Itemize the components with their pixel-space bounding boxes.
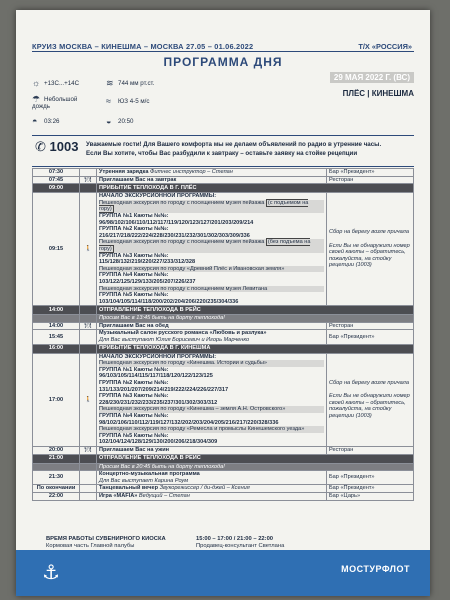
program-city: ПЛЁС | КИНЕШМА xyxy=(342,89,414,98)
reception-phone: ✆ 1003 xyxy=(35,139,79,154)
weather-temp: ☼ +13С...+14С xyxy=(32,78,80,88)
program-date: 29 МАЯ 2022 Г. (ВС) xyxy=(330,72,414,83)
walking-tour-icon: 🚶 xyxy=(80,353,97,446)
wind-icon: ≈ xyxy=(106,96,111,106)
brand-name: МОСТУРФЛОТ xyxy=(341,564,410,574)
sunset-icon: ◒ xyxy=(106,116,112,126)
weather-condition: ☂ Небольшой дождь xyxy=(32,94,78,111)
table-row: 09:15 🚶 НАЧАЛО ЭКСКУРСИОННОЙ ПРОГРАММЫ: Пешеходная экскурсия по городу с посещением музея пейзажа (с подъемом на гору) ГРУППА №1 Каюты №№: 96/98/102/106/110/112/117/119/120/123/127/201/203/209/214 ГРУППА №2 Каюты №№: 216/217/218/222/224/228/230/231/232/301/302/303/309/336 Пешеходная экскурсия по городу с посещением музея пейзажа (без подъема на гору) ГРУППА №3 Каюты №№: 115/128/132/219/220/227/233/312/328 Пешеходная экскурсия по городу «Древний Плёс и Ивановская земля» ГРУППА №4 Каюты №№: 103/122/125/129/133/205/207/226/237 Пешеходная экскурсия по городу с посещением музея Левитана ГРУППА №5 Каюты №№: 103/104/105/114/118/200/202/204/206/220/235/304/336 Сбор на берегу возле причала Если Вы не обнаружили номер своей каюты – обратитесь, пожалуйста, на стойку рецепции (1003) xyxy=(33,193,414,306)
weather-wind: ≈ ЮЗ 4-5 м/с xyxy=(106,96,150,106)
brand-logo-icon: ⚓ xyxy=(42,562,60,584)
walking-tour-icon: 🚶 xyxy=(80,193,97,306)
page-title: ПРОГРАММА ДНЯ xyxy=(163,55,283,69)
table-row: По окончании Танцевальный вечер Звукорежиссер / ди-джей – Ксения Бар «Президент» xyxy=(33,485,414,493)
notice-text: Уважаемые гости! Для Вашего комфорта мы не делаем объявлений по радио в утренние часы. Если Вы хотите, чтобы Вас разбудили к завтраку – оставьте заявку на стойке рецепции xyxy=(86,141,382,157)
cruise-route: КРУИЗ МОСКВА – КИНЕШМА – МОСКВА 27.05 – 01.06.2022 xyxy=(32,42,254,51)
excursion-program-1: НАЧАЛО ЭКСКУРСИОННОЙ ПРОГРАММЫ: Пешеходная экскурсия по городу с посещением музея пейзажа (с подъемом на гору) ГРУППА №1 Каюты №№: 96/98/102/106/110/112/117/119/120/123/127/201/203/209/214 ГРУППА №2 Каюты №№: 216/217/218/222/224/228/230/231/232/301/302/303/309/336 Пешеходная экскурсия по городу с посещением музея пейзажа (без подъема на гору) ГРУППА №3 Каюты №№: 115/128/132/219/220/227/233/312/328 Пешеходная экскурсия по городу «Древний Плёс и Ивановская земля» ГРУППА №4 Каюты №№: 103/122/125/129/133/205/207/226/237 Пешеходная экскурсия по городу с посещением музея Левитана ГРУППА №5 Каюты №№: 103/104/105/114/118/200/202/204/206/220/235/304/336 xyxy=(97,193,327,306)
sunrise-icon: ◓ xyxy=(32,116,38,126)
table-row: 21:00 ОТПРАВЛЕНИЕ ТЕПЛОХОДА В РЕЙС xyxy=(33,454,414,463)
table-row: Просим Вас в 20:45 быть на борту теплохода! xyxy=(33,463,414,471)
weather-sunset: ◒ 20:50 xyxy=(106,116,134,126)
table-row: 17:00 🚶 НАЧАЛО ЭКСКУРСИОННОЙ ПРОГРАММЫ: Пешеходная экскурсия по городу «Кинешма. Истории и судьбы» ГРУППА №1 Каюты №№: 96/103/105/114/115/117/118/120/122/123/125 ГРУППА №2 Каюты №№: 131/133/201/207/209/214/219/222/224/226/227/317 ГРУППА №3 Каюты №№: 228/230/231/232/233/235/237/301/302/303/312 Пешеходная экскурсия по городу «Кинешма – земля А.Н. Островского» ГРУППА №4 Каюты №№: 98/102/106/110/112/119/127/132/202/203/204/205/216/217/220/328/336 Пешеходная экскурсия по городу «Ремесла и промыслы Кинешемского уезда» ГРУППА №5 Каюты №№: 102/104/124/128/129/130/200/206/218/304/309 Сбор на берегу возле причала Если Вы не обнаружили номер своей каюты – обратитесь, пожалуйста, на стойку рецепции (1003) xyxy=(33,353,414,446)
weather-sunrise: ◓ 03:26 xyxy=(32,116,60,126)
thermometer-sun-icon: ☼ xyxy=(32,78,41,88)
table-row: 22:00 Игра «MAFIA» Ведущий – Степан Бар «Царь» xyxy=(33,492,414,500)
table-row: 14:00 ОТПРАВЛЕНИЕ ТЕПЛОХОДА В РЕЙС xyxy=(33,306,414,315)
dining-icon: 🍽 xyxy=(80,176,97,184)
rain-cloud-icon: ☂ xyxy=(32,94,41,104)
kiosk-hours: ВРЕМЯ РАБОТЫ СУВЕНИРНОГО КИОСКА Кормовая часть Главной палубы xyxy=(46,536,166,549)
table-row: 21:30 Концертно-музыкальная программа Для Вас выступает Карина Роум Бар «Президент» xyxy=(33,471,414,485)
table-row: 16:00 ПРИБЫТИЕ ТЕПЛОХОДА В Г. КИНЕШМА xyxy=(33,344,414,353)
excursion-program-2: НАЧАЛО ЭКСКУРСИОННОЙ ПРОГРАММЫ: Пешеходная экскурсия по городу «Кинешма. Истории и судьбы» ГРУППА №1 Каюты №№: 96/103/105/114/115/117/118/120/122/123/125 ГРУППА №2 Каюты №№: 131/133/201/207/209/214/219/222/224/226/227/317 ГРУППА №3 Каюты №№: 228/230/231/232/233/235/237/301/302/303/312 Пешеходная экскурсия по городу «Кинешма – земля А.Н. Островского» ГРУППА №4 Каюты №№: 98/102/106/110/112/119/127/132/202/203/204/205/216/217/220/328/336 Пешеходная экскурсия по городу «Ремесла и промыслы Кинешемского уезда» ГРУППА №5 Каюты №№: 102/104/124/128/129/130/200/206/218/304/309 xyxy=(97,353,327,446)
table-row: 09:00 ПРИБЫТИЕ ТЕПЛОХОДА В Г. ПЛЁС xyxy=(33,184,414,193)
daily-program-sheet xyxy=(16,10,430,596)
dining-icon: 🍽 xyxy=(80,446,97,454)
table-row: Просим Вас в 13:45 быть на борту теплохода! xyxy=(33,315,414,323)
table-row: 07:45 🍽 Приглашаем Вас на завтрак Ресторан xyxy=(33,176,414,184)
table-row: 14:00 🍽 Приглашаем Вас на обед Ресторан xyxy=(33,322,414,330)
notice-block xyxy=(32,135,414,167)
table-row: 07:30 Утренняя зарядка Фитнес инструктор – Степан Бар «Президент» xyxy=(33,169,414,177)
schedule-table xyxy=(32,168,414,501)
ship-name: Т/Х «РОССИЯ» xyxy=(358,42,412,51)
table-row: 20:00 🍽 Приглашаем Вас на ужин Ресторан xyxy=(33,446,414,454)
pressure-icon: ≋ xyxy=(106,78,114,88)
footer-bar xyxy=(16,550,430,596)
header-rule xyxy=(32,51,414,52)
weather-pressure: ≋ 744 мм рт.ст. xyxy=(106,78,155,88)
dining-icon: 🍽 xyxy=(80,322,97,330)
table-row: 15:45 Музыкальный салон русского романса «Любовь и разлука» Для Вас выступают Юлия Борисевич и Игорь Марченко Бар «Президент» xyxy=(33,330,414,344)
kiosk-schedule: 15:00 – 17:00 / 21:00 – 22:00 Продавец-консультант Светлана xyxy=(196,536,285,549)
